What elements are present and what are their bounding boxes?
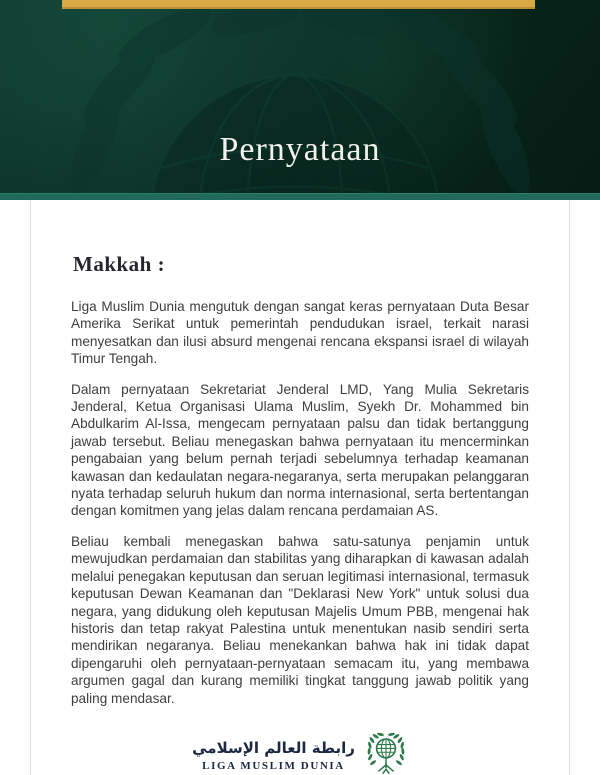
organization-logo: [71, 732, 529, 775]
statement-body: [71, 298, 529, 707]
logo-latin-name: LIGA MUSLIM DUNIA: [202, 759, 345, 772]
mwl-emblem-icon: [364, 732, 408, 775]
statement-card: [30, 200, 570, 775]
dateline-heading: Makkah :: [73, 252, 166, 276]
logo-text-block: [192, 738, 355, 772]
page-title: Pernyataan: [219, 131, 381, 168]
gold-accent-bar: [62, 0, 535, 9]
header-banner: [0, 0, 600, 200]
teal-divider-band: [0, 193, 600, 200]
logo-arabic-name: رابطة العالم الإسلامي: [192, 738, 355, 757]
paragraph-1: Liga Muslim Dunia mengutuk dengan sangat keras pernyataan Duta Besar Amerika Serikat untuk pemerintah pendudukan israel, terkait narasi menyesatkan dan ilusi absurd mengenai rencana ekspansi israel di wilayah Timur Tengah.: [71, 299, 529, 367]
paragraph-2: Dalam pernyataan Sekretariat Jenderal LMD, Yang Mulia Sekretaris Jenderal, Ketua Organisasi Ulama Muslim, Syekh Dr. Mohammed bin Abdulkarim Al-Issa, mengecam pernyataan palsu dan tidak bertanggung jawab tersebut. Beliau menegaskan bahwa pernyataan itu mencerminkan pengabaian yang belum pernah terjadi sebelumnya terhadap keamanan kawasan dan kedaulatan negara-negaranya, serta merupakan pelanggaran nyata terhadap seluruh hukum dan norma internasional, serta bertentangan dengan komitmen yang jelas dalam rencana perdamaian AS.: [71, 381, 529, 519]
paragraph-3: Beliau kembali menegaskan bahwa satu-satunya penjamin untuk mewujudkan perdamaian dan stabilitas yang diharapkan di kawasan adalah melalui penegakan keputusan dan seruan legitimasi internasional, termasuk keputusan Dewan Keamanan dan "Deklarasi New York" untuk solusi dua negara, yang didukung oleh keputusan Majelis Umum PBB, mengenai hak historis dan tetap rakyat Palestina untuk menentukan nasib sendiri serta mendirikan negaranya. Beliau menekankan bahwa hak ini tidak dapat dipengaruhi oleh pernyataan-pernyataan semacam itu, yang membawa argumen gagal dan kurang memiliki tingkat tanggung jawab politik yang paling mendasar.: [71, 533, 529, 706]
